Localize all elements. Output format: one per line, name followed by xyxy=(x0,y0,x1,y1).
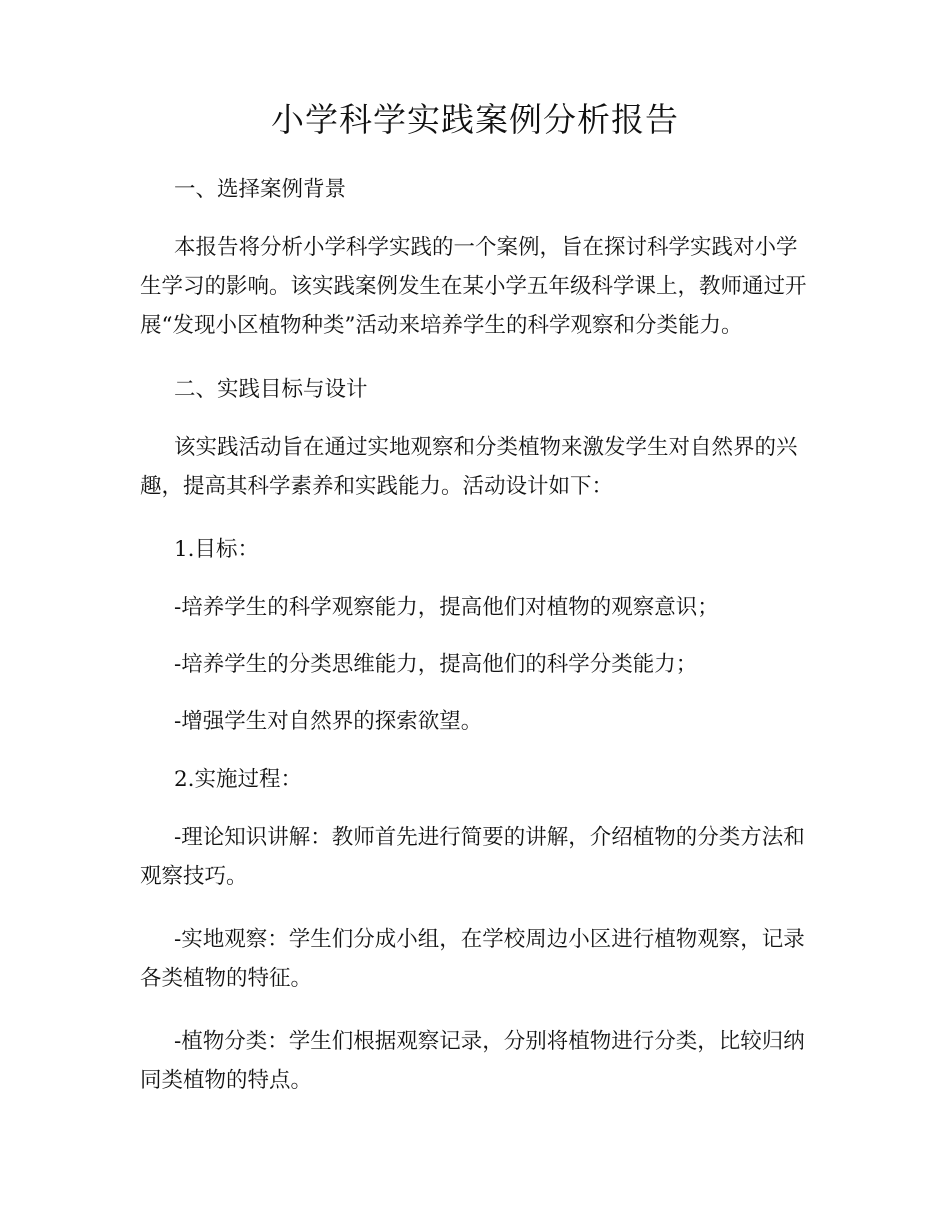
section-heading-goals-design: 二、实践目标与设计 xyxy=(174,377,368,402)
list-item-process-3: -植物分类：学生们根据观察记录，分别将植物进行分类，比较归纳同类植物的特点。 xyxy=(140,1029,805,1093)
document-title: 小学科学实践案例分析报告 xyxy=(271,100,679,139)
section-heading-background: 一、选择案例背景 xyxy=(174,177,347,202)
list-heading-process: 2.实施过程： xyxy=(174,767,303,792)
list-item-process-1: -理论知识讲解：教师首先进行简要的讲解，介绍植物的分类方法和观察技巧。 xyxy=(140,825,805,889)
list-item-goal-3: -增强学生对自然界的探索欲望。 xyxy=(174,709,483,734)
list-item-goal-2: -培养学生的分类思维能力，提高他们的科学分类能力； xyxy=(174,652,698,677)
paragraph-background: 本报告将分析小学科学实践的一个案例，旨在探讨科学实践对小学生学习的影响。该实践案例发生在某小学五年级科学课上，教师通过开展“发现小区植物种类”活动来培养学生的科学观察和分类能力。 xyxy=(140,235,807,338)
paragraph-activity-intro: 该实践活动旨在通过实地观察和分类植物来激发学生对自然界的兴趣，提高其科学素养和实践能力。活动设计如下： xyxy=(140,435,798,499)
list-item-goal-1: -培养学生的科学观察能力，提高他们对植物的观察意识； xyxy=(174,595,719,620)
list-item-process-2: -实地观察：学生们分成小组，在学校周边小区进行植物观察，记录各类植物的特征。 xyxy=(140,927,805,991)
list-heading-goals: 1.目标： xyxy=(174,537,260,562)
